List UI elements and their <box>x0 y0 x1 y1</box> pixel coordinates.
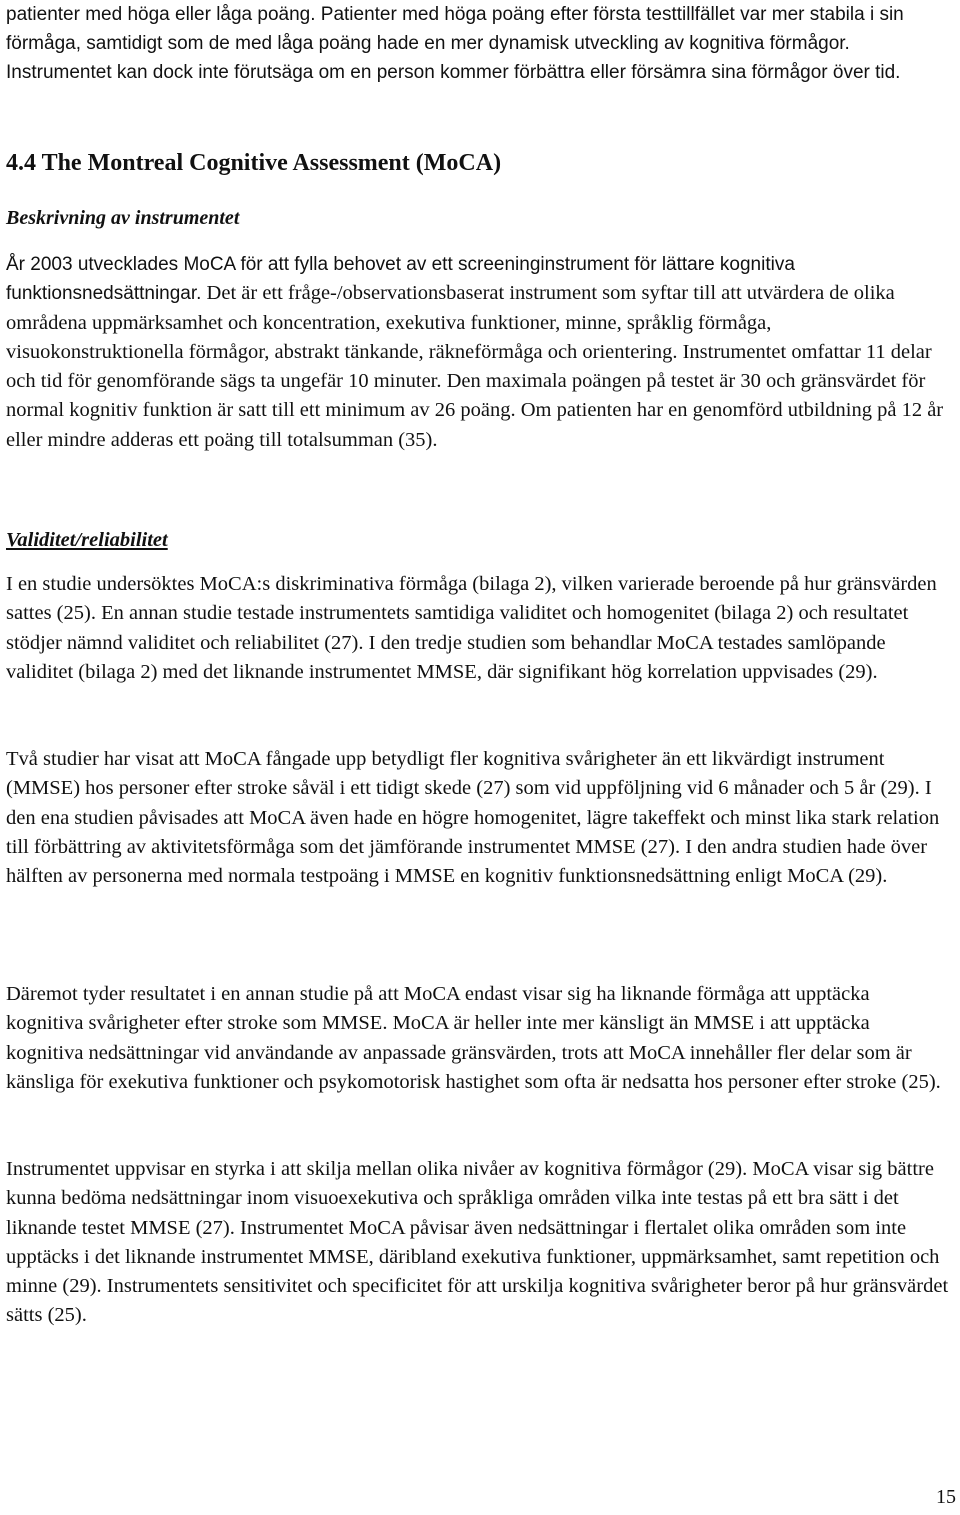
description-heading: Beskrivning av instrumentet <box>6 207 240 229</box>
description-sentence-sans: År 2003 utvecklades MoCA för att fylla behovet av ett screeninginstrument för lättare kognitiva funktionsnedsättningar. <box>6 254 795 305</box>
page-number: 15 <box>936 1486 956 1508</box>
validity-paragraph-2: Två studier har visat att MoCA fångade upp betydligt fler kognitiva svårigheter än ett likvärdigt instrument (MMSE) hos personer efter stroke såväl i ett tidigt skede (27) som vid uppföljning vid 6 månader och 5 år (29). I den ena studien påvisades att MoCA även hade en högre homogenitet, lägre takeffekt och minst lika stark relation till förbättring av aktivitetsförmåga som det jämförande instrumentet MMSE (27). I den andra studien hade över hälften av personerna med normala testpoäng i MMSE en kognitiv funktionsnedsättning enligt MoCA (29). <box>6 748 940 888</box>
document-page <box>6 0 952 1327</box>
description-sentence-serif: Det är ett fråge-/observationsbaserat instrument som syftar till att utvärdera de olika områdena uppmärksamhet och koncentration, exekutiva funktioner, minne, språklig förmåga, visuokonstruktionella förmågor, abstrakt tänkande, räkneförmåga och orientering. Instrumentet omfattar 11 delar och tid för genomförande sägs ta ungefär 10 minuter. Den maximala poängen på testet är 30 och gränsvärdet för normal kognitiv funktion är satt till ett minimum av 26 poäng. Om patienten har en genomförd utbildning på 12 år eller mindre adderas ett poäng till totalsumman (35). <box>6 282 944 451</box>
intro-paragraph: patienter med höga eller låga poäng. Patienter med höga poäng efter första testtillfället var mer stabila i sin förmåga, samtidigt som de med låga poäng hade en mer dynamisk utveckling av kognitiva förmågor. Instrumentet kan dock inte förutsäga om en person kommer förbättra eller försämra sina förmågor över tid. <box>6 4 904 83</box>
description-paragraph <box>6 250 952 455</box>
validity-heading: Validitet/reliabilitet <box>6 529 168 551</box>
validity-paragraph-4: Instrumentet uppvisar en styrka i att skilja mellan olika nivåer av kognitiva förmågor (29). MoCA visar sig bättre kunna bedöma nedsättningar inom visuoexekutiva och språkliga områden vilka inte testas på ett bra sätt i det liknande testet MMSE (27). Instrumentet MoCA påvisar även nedsättningar i flertalet olika områden som inte upptäcks i det liknande instrumentet MMSE, däribland exekutiva funktioner, uppmärksamhet, samt repetition och minne (29). Instrumentets sensitivitet och specificitet för att urskilja kognitiva svårigheter beror på hur gränsvärdet sätts (25). <box>6 1158 949 1327</box>
validity-paragraph-3: Däremot tyder resultatet i en annan studie på att MoCA endast visar sig ha liknande förmåga att upptäcka kognitiva svårigheter efter stroke som MMSE. MoCA är heller inte mer känsligt än MMSE i att upptäcka kognitiva nedsättningar vid användande av anpassade gränsvärden, trots att MoCA innehåller fler delar som är känsliga för exekutiva funktioner och psykomotorisk hastighet som ofta är nedsatta hos personer efter stroke (25). <box>6 983 941 1093</box>
validity-paragraph-1: I en studie undersöktes MoCA:s diskriminativa förmåga (bilaga 2), vilken varierade beroende på hur gränsvärden sattes (25). En annan studie testade instrumentets samtidiga validitet och homogenitet (bilaga 2) och resultatet stödjer nämnd validitet och reliabilitet (27). I den tredje studien som behandlar MoCA testades samlöpande validitet (bilaga 2) med det liknande instrumentet MMSE, där signifikant hög korrelation uppvisades (29). <box>6 573 937 683</box>
section-heading: 4.4 The Montreal Cognitive Assessment (MoCA) <box>6 150 502 176</box>
